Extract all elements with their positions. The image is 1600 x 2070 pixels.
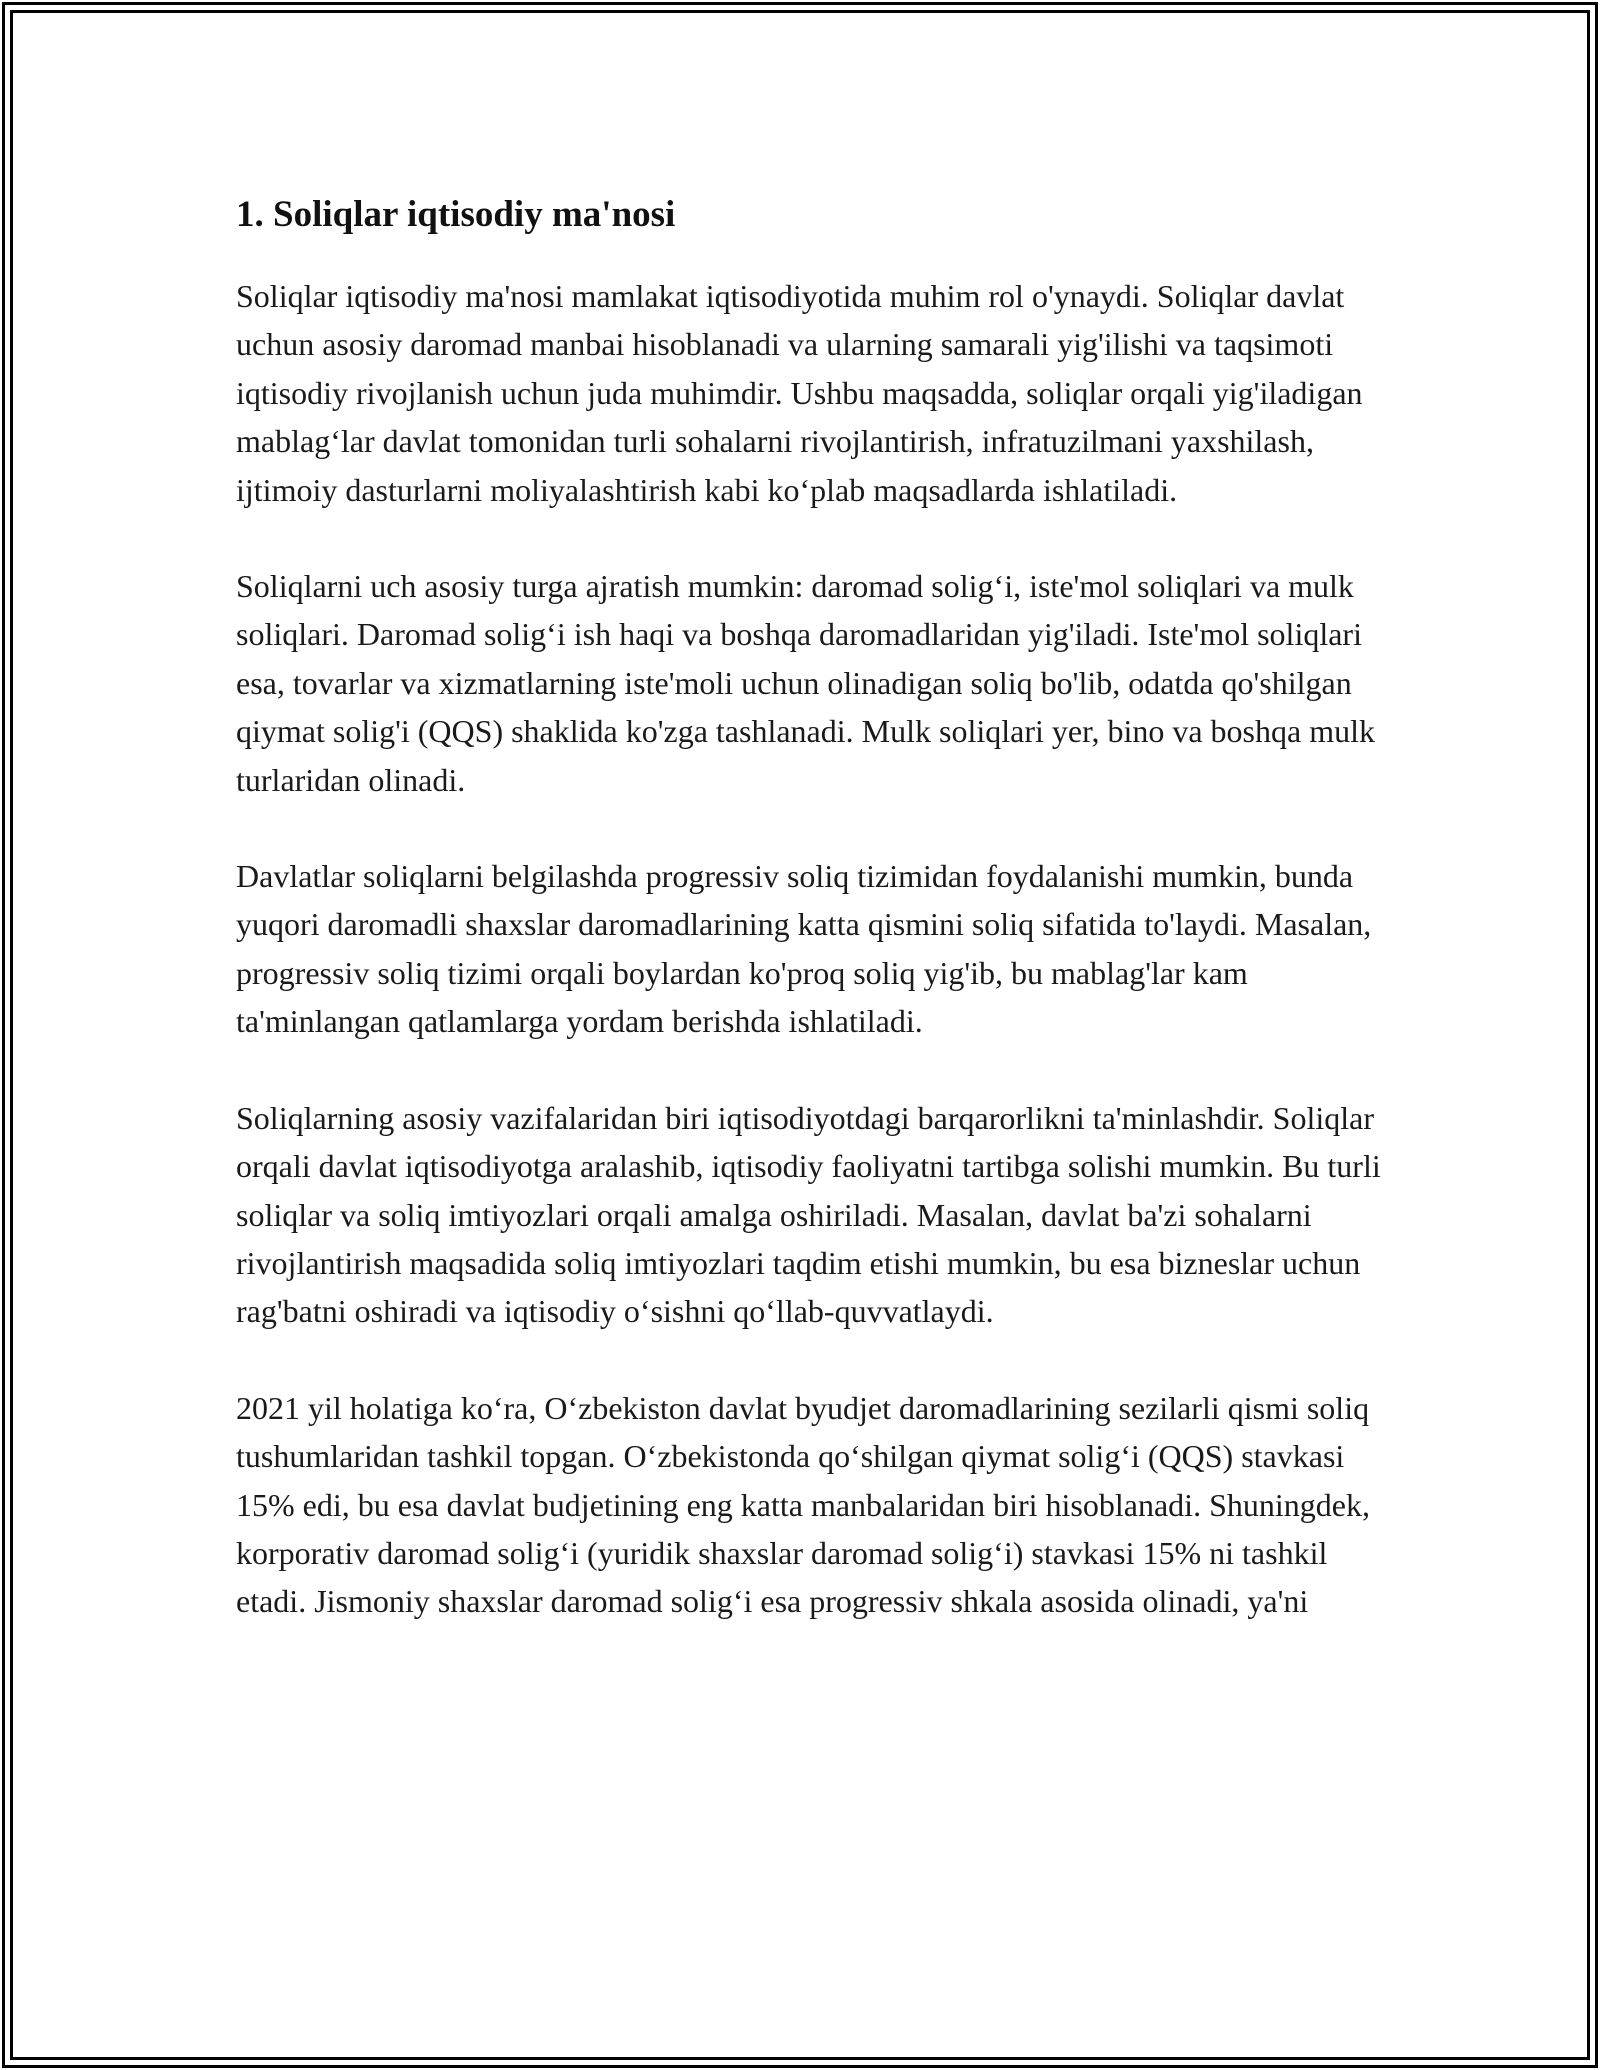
paragraph-5: 2021 yil holatiga ko‘ra, O‘zbekiston davlat byudjet daromadlarining sezilarli qismi soliq tushumlaridan tashkil topgan. O‘zbekistonda qo‘shilgan qiymat solig‘i (QQS) stavkasi 15% edi, bu esa davlat budjetining eng katta manbalaridan biri hisoblanadi. Shuningdek, korporativ daromad solig‘i (yuridik shaxslar daromad solig‘i) stavkasi 15% ni tashkil etadi. Jismoniy shaxslar daromad solig‘i esa progressiv shkala asosida olinadi, ya'ni xyxy=(236,1389,1370,1620)
paragraph-2: Soliqlarni uch asosiy turga ajratish mumkin: daromad solig‘i, iste'mol soliqlari va mulk soliqlari. Daromad solig‘i ish haqi va boshqa daromadlaridan yig'iladi. Iste'mol soliqlari esa, tovarlar va xizmatlarning iste'moli uchun olinadigan soliq bo'lib, odatda qo'shilgan qiymat solig'i (QQS) shaklida ko'zga tashlanadi. Mulk soliqlari yer, bino va boshqa mulk turlaridan olinadi. xyxy=(236,568,1375,798)
section-heading: 1. Soliqlar iqtisodiy ma'nosi xyxy=(236,194,676,235)
paragraph-4: Soliqlarning asosiy vazifalaridan biri iqtisodiyotdagi barqarorlikni ta'minlashdir. Soliqlar orqali davlat iqtisodiyotga aralashib, iqtisodiy faoliyatni tartibga solishi mumkin. Bu turli soliqlar va soliq imtiyozlari orqali amalga oshiriladi. Masalan, davlat ba'zi sohalarni rivojlantirish maqsadida soliq imtiyozlari taqdim etishi mumkin, bu esa bizneslar uchun rag'batni oshiradi va iqtisodiy o‘sishni qo‘llab-quvvatlaydi. xyxy=(236,1099,1381,1330)
paragraph-1: Soliqlar iqtisodiy ma'nosi mamlakat iqtisodiyotida muhim rol o'ynaydi. Soliqlar davlat uchun asosiy daromad manbai hisoblanadi va ularning samarali yig'ilishi va taqsimoti iqtisodiy rivojlanish uchun juda muhimdir. Ushbu maqsadda, soliqlar orqali yig'iladigan mablag‘lar davlat tomonidan turli sohalarni rivojlantirish, infratuzilmani yaxshilash, ijtimoiy dasturlarni moliyalashtirish kabi ko‘plab maqsadlarda ishlatiladi. xyxy=(236,278,1363,508)
paragraph-3: Davlatlar soliqlarni belgilashda progressiv soliq tizimidan foydalanishi mumkin, bunda yuqori daromadli shaxslar daromadlarining katta qismini soliq sifatida to'laydi. Masalan, progressiv soliq tizimi orqali boylardan ko'proq soliq yig'ib, bu mablag'lar kam ta'minlangan qatlamlarga yordam berishda ishlatiladi. xyxy=(236,858,1372,1040)
document-body xyxy=(236,180,1386,1674)
